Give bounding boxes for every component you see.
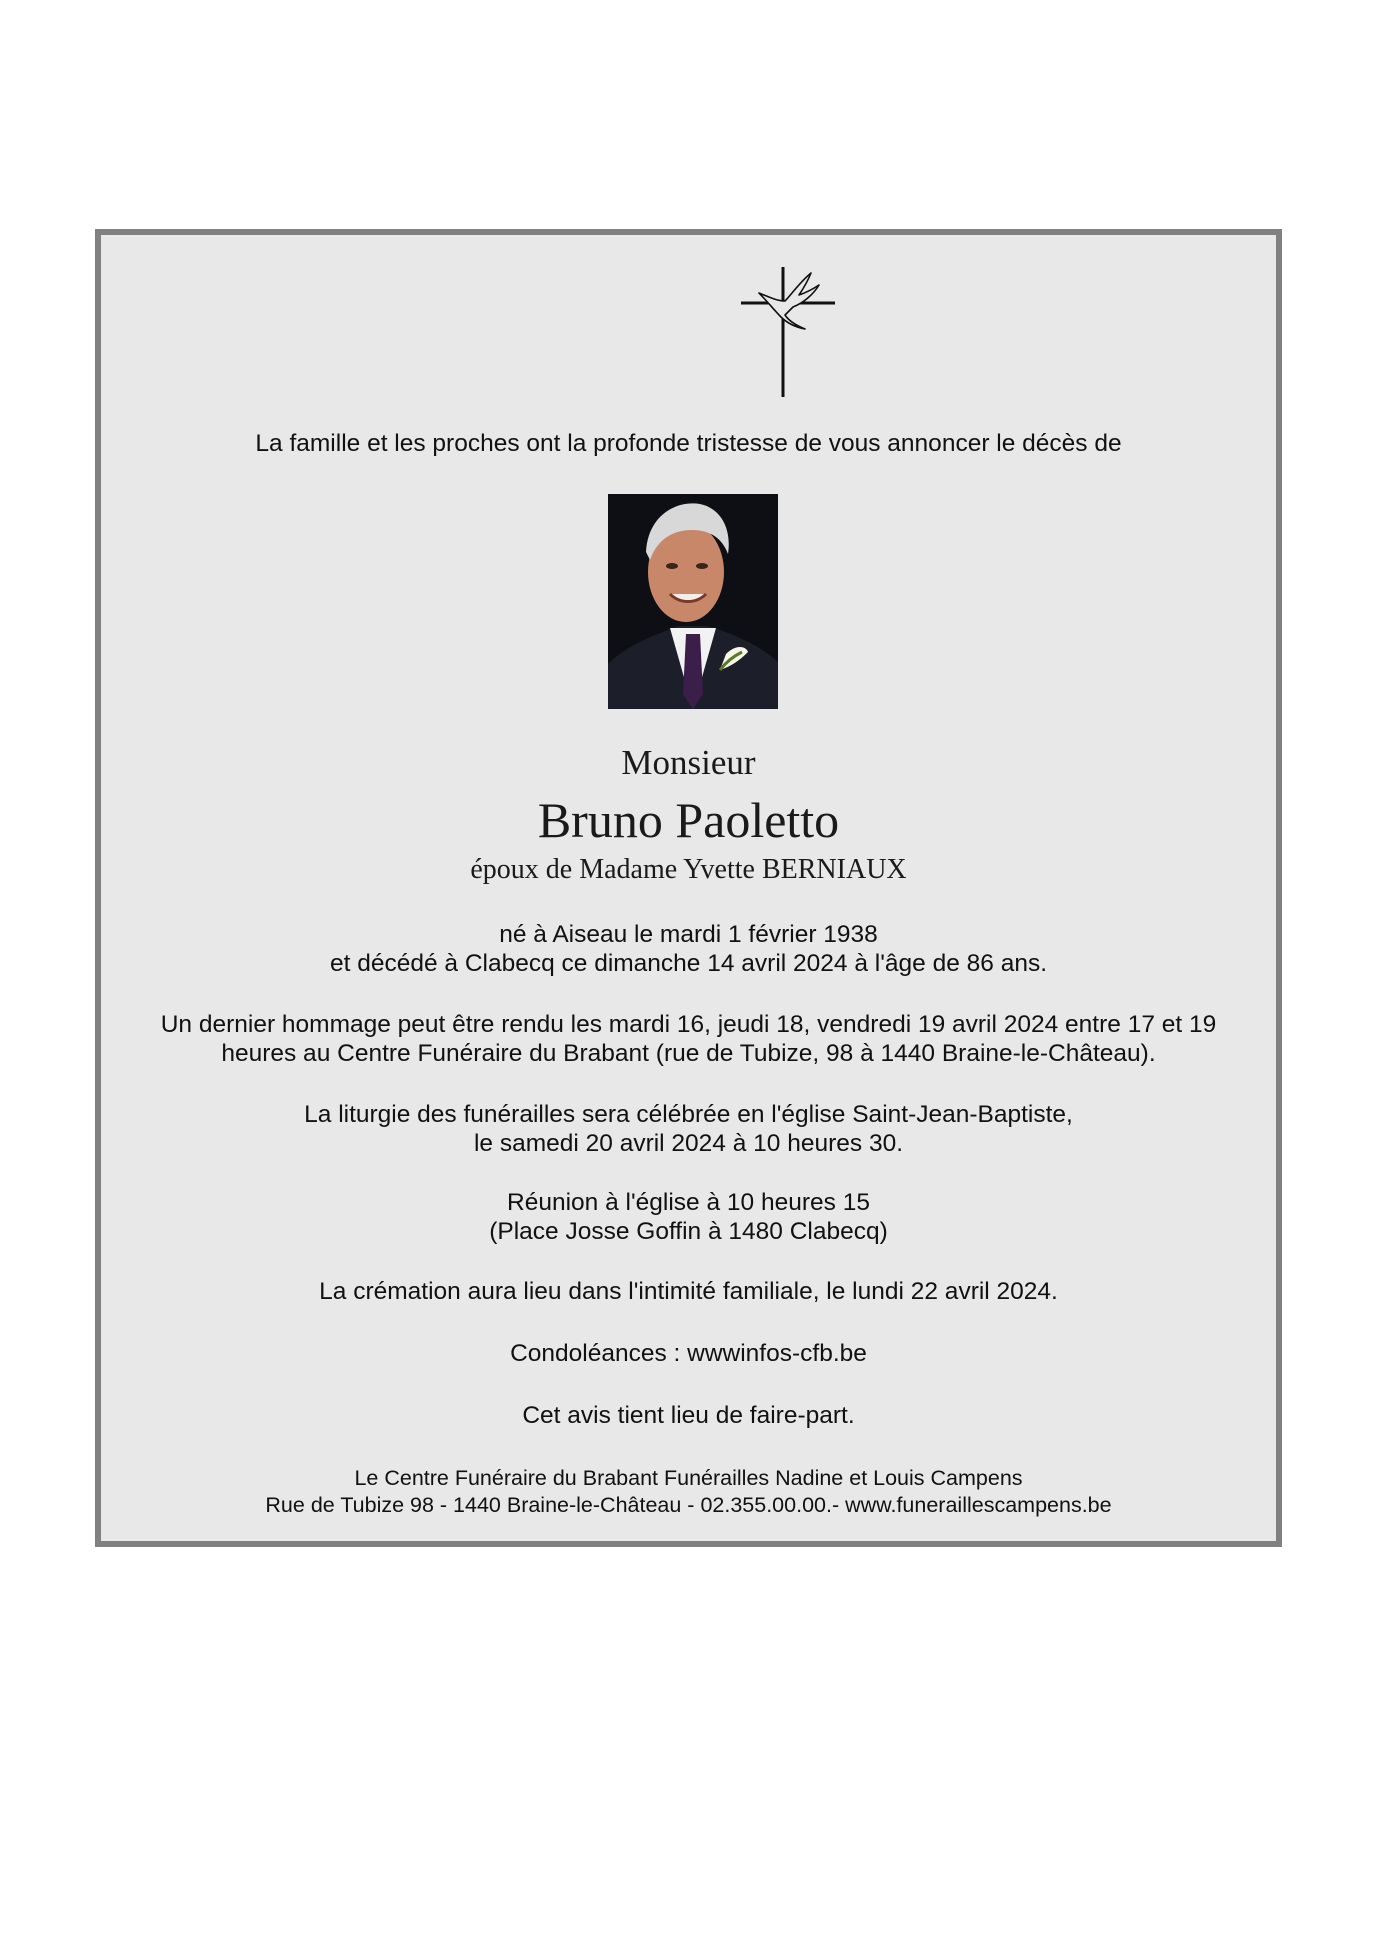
- funeral-home-name: Le Centre Funéraire du Brabant Funérailles Nadine et Louis Campens: [354, 1466, 1023, 1490]
- portrait-photo: [608, 494, 778, 709]
- obituary-card: [95, 229, 1282, 1547]
- tribute-line-1: Un dernier hommage peut être rendu les mardi 16, jeudi 18, vendredi 19 avril 2024 entre 17 et 19: [160, 1011, 1217, 1038]
- tribute-line-2: heures au Centre Funéraire du Brabant (rue de Tubize, 98 à 1440 Braine-le-Château).: [221, 1040, 1156, 1067]
- death-line: et décédé à Clabecq ce dimanche 14 avril 2024 à l'âge de 86 ans.: [329, 950, 1048, 977]
- salutation: Monsieur: [621, 743, 756, 782]
- liturgy-line-2: le samedi 20 avril 2024 à 10 heures 30.: [473, 1130, 904, 1157]
- birth-line: né à Aiseau le mardi 1 février 1938: [499, 921, 878, 948]
- notice-line: Cet avis tient lieu de faire-part.: [522, 1402, 855, 1429]
- meeting-line-1: Réunion à l'église à 10 heures 15: [507, 1189, 870, 1216]
- funeral-home-contact: Rue de Tubize 98 - 1440 Braine-le-Château - 02.355.00.00.- www.funeraillescampens.be: [265, 1493, 1112, 1517]
- liturgy-line-1: La liturgie des funérailles sera célébrée en l'église Saint-Jean-Baptiste,: [304, 1101, 1073, 1128]
- deceased-name: Bruno Paoletto: [537, 792, 840, 848]
- cross-with-dove-icon: [733, 265, 843, 399]
- intro-text: La famille et les proches ont la profonde tristesse de vous annoncer le décès de: [255, 430, 1122, 457]
- spouse-line: époux de Madame Yvette BERNIAUX: [470, 854, 907, 885]
- cremation-line: La crémation aura lieu dans l'intimité familiale, le lundi 22 avril 2024.: [319, 1278, 1058, 1305]
- condolences-line: Condoléances : wwwinfos-cfb.be: [510, 1340, 867, 1367]
- meeting-line-2: (Place Josse Goffin à 1480 Clabecq): [489, 1218, 888, 1245]
